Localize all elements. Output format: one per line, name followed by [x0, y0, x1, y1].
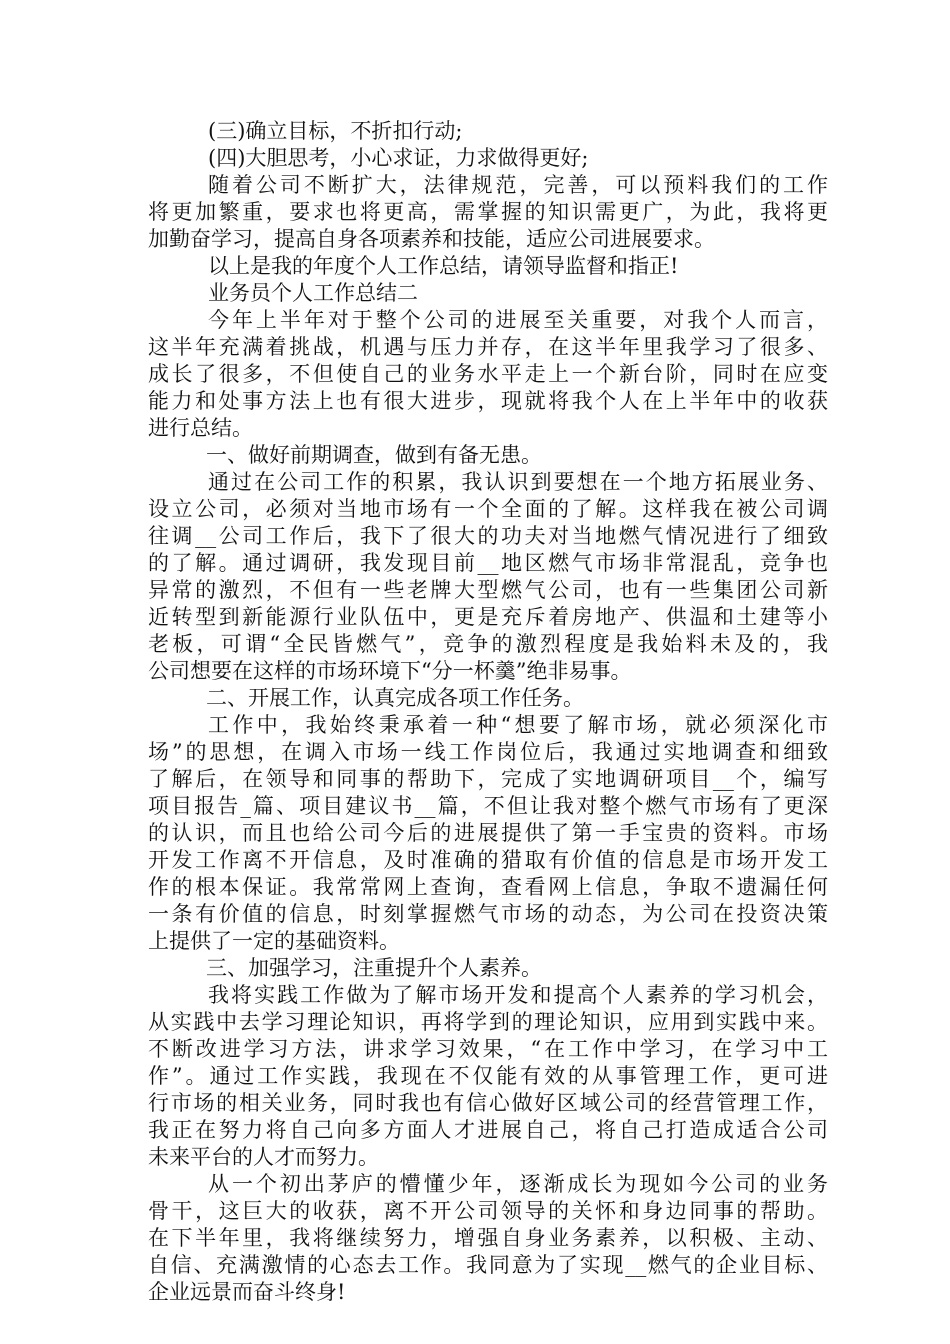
paragraph-line: 企业远景而奋斗终身!	[148, 1280, 346, 1304]
paragraph-line: 骨干，这巨大的收获，离不开公司领导的关怀和身边同事的帮助。	[148, 1199, 828, 1223]
paragraph-line: 一条有价值的信息，时刻掌握燃气市场的动态，为公司在投资决策	[148, 902, 828, 926]
paragraph-line: 工作中，我始终秉承着一种“想要了解市场，就必须深化市	[208, 713, 828, 737]
paragraph-line: 场”的思想，在调入市场一线工作岗位后，我通过实地调查和细致	[148, 740, 828, 764]
paragraph-line: 开发工作离不开信息，及时准确的猎取有价值的信息是市场开发工	[148, 848, 828, 872]
subsection-heading: 三、加强学习，注重提升个人素养。	[206, 956, 542, 980]
list-item-3: (三)确立目标，不折扣行动;	[208, 119, 463, 143]
paragraph-line: 随着公司不断扩大，法律规范，完善，可以预料我们的工作	[208, 173, 828, 197]
paragraph-line: 将更加繁重，要求也将更高，需掌握的知识需更广，为此，我将更	[148, 200, 828, 224]
subsection-heading: 一、做好前期调查，做到有备无患。	[206, 443, 542, 467]
paragraph-line: 往调__公司工作后，我下了很大的功夫对当地燃气情况进行了细致	[148, 524, 828, 548]
paragraph-line: 的了解。通过调研，我发现目前__地区燃气市场非常混乱，竞争也	[148, 551, 828, 575]
paragraph-line: 近转型到新能源行业队伍中，更是充斥着房地产、供温和土建等小	[148, 605, 828, 629]
paragraph-line: 公司想要在这样的市场环境下“分一杯羹”绝非易事。	[148, 659, 632, 683]
paragraph-line: 我将实践工作做为了解市场开发和提高个人素养的学习机会，	[208, 983, 828, 1007]
document-body	[148, 118, 828, 1306]
paragraph-line: 今年上半年对于整个公司的进展至关重要，对我个人而言，	[208, 308, 828, 332]
paragraph-line: 上提供了一定的基础资料。	[148, 929, 400, 953]
paragraph-line: 行市场的相关业务，同时我也有信心做好区域公司的经营管理工作，	[148, 1091, 828, 1115]
paragraph-line: 从一个初出茅庐的懵懂少年，逐渐成长为现如今公司的业务	[208, 1172, 828, 1196]
section-heading: 业务员个人工作总结二	[208, 281, 418, 305]
paragraph-line: 成长了很多，不但使自己的业务水平走上一个新台阶，同时在应变	[148, 362, 828, 386]
paragraph-line: 加勤奋学习，提高自身各项素养和技能，适应公司进展要求。	[148, 227, 715, 251]
paragraph-line: 通过在公司工作的积累，我认识到要想在一个地方拓展业务、	[208, 470, 828, 494]
paragraph-line: 能力和处事方法上也有很大进步，现就将我个人在上半年中的收获	[148, 389, 828, 413]
paragraph-line: 作”。通过工作实践，我现在不仅能有效的从事管理工作，更可进	[148, 1064, 828, 1088]
paragraph-line: 进行总结。	[148, 416, 253, 440]
paragraph-line: 未来平台的人才而努力。	[148, 1145, 379, 1169]
paragraph-line: 异常的激烈，不但有一些老牌大型燃气公司，也有一些集团公司新	[148, 578, 828, 602]
paragraph-line: 在下半年里，我将继续努力，增强自身业务素养，以积极、主动、	[148, 1226, 828, 1250]
subsection-heading: 二、开展工作，认真完成各项工作任务。	[206, 686, 584, 710]
paragraph-line: 这半年充满着挑战，机遇与压力并存，在这半年里我学习了很多、	[148, 335, 828, 359]
paragraph-line: 老板，可谓“全民皆燃气”，竞争的激烈程度是我始料未及的，我	[148, 632, 828, 656]
paragraph-line: 作的根本保证。我常常网上查询，查看网上信息，争取不遗漏任何	[148, 875, 828, 899]
list-item-4: (四)大胆思考，小心求证，力求做得更好;	[208, 146, 589, 170]
paragraph-line: 项目报告_篇、项目建议书__篇，不但让我对整个燃气市场有了更深	[148, 794, 828, 818]
paragraph-line: 以上是我的年度个人工作总结，请领导监督和指正!	[208, 254, 679, 278]
paragraph-line: 的认识，而且也给公司今后的进展提供了第一手宝贵的资料。市场	[148, 821, 828, 845]
paragraph-line: 设立公司，必须对当地市场有一个全面的了解。这样我在被公司调	[148, 497, 828, 521]
paragraph-line: 从实践中去学习理论知识，再将学到的理论知识，应用到实践中来。	[148, 1010, 828, 1034]
paragraph-line: 自信、充满激情的心态去工作。我同意为了实现__燃气的企业目标、	[148, 1253, 828, 1277]
paragraph-line: 不断改进学习方法，讲求学习效果，“在工作中学习，在学习中工	[148, 1037, 828, 1061]
paragraph-line: 了解后，在领导和同事的帮助下，完成了实地调研项目__个，编写	[148, 767, 828, 791]
paragraph-line: 我正在努力将自己向多方面人才进展自己，将自己打造成适合公司	[148, 1118, 828, 1142]
